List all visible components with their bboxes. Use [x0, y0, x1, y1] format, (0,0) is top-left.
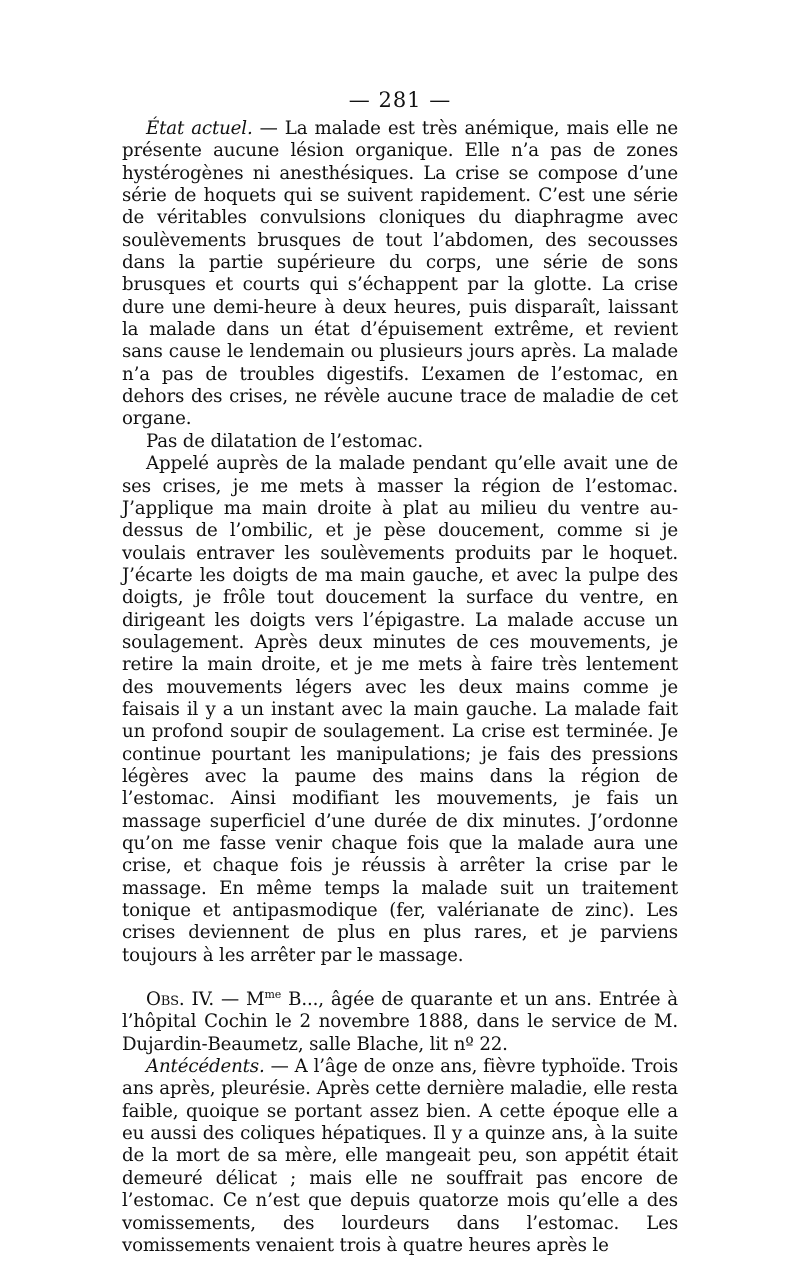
observation-superscript: me: [264, 988, 282, 1001]
paragraph-etat-actuel: [122, 118, 678, 431]
paragraph-antecedents: [122, 1056, 678, 1257]
paragraph-observation-iv: [122, 989, 678, 1056]
paragraph-etat-actuel-text: — La malade est très anémique, mais elle ne présente aucune lésion organique. Elle n’a pas de zones hystérogènes ni anesthésiques. La crise se compose d’une série de hoquets qui se suivent rapidement. C’est une série de véritables convulsions cloniques du diaphragme avec soulèvements brusques de tout l’abdomen, des secousses dans la partie supérieure du corps, une série de sons brusques et courts qui s’échappent par la glotte. La crise dure une demi-heure à deux heures, puis disparaît, laissant la malade dans un état d’épuisement extrême, et revient sans cause le lendemain ou plusieurs jours après. La malade n’a pas de troubles digestifs. L’examen de l’estomac, en dehors des crises, ne révèle aucune trace de maladie de cet organe.: [122, 118, 678, 430]
paragraph-gap: [122, 967, 678, 989]
observation-text: B..., âgée de quarante et un ans. Entrée à l’hôpital Cochin le 2 novembre 1888, dans le service de M. Dujardin-Beaumetz, salle Blache, lit nº 22.: [122, 989, 678, 1055]
paragraph-massage: Appelé auprès de la malade pendant qu’elle avait une de ses crises, je me mets à masser la région de l’estomac. J’applique ma main droite à plat au milieu du ventre au-dessus de l’ombilic, et je pèse doucement, comme si je voulais entraver les soulèvements produits par le hoquet. J’écarte les doigts de ma main gauche, et avec la pulpe des doigts, je frôle tout doucement la surface du ventre, en dirigeant les doigts vers l’épigastre. La malade accuse un soulagement. Après deux minutes de ces mouvements, je retire la main droite, et je me mets à faire très lentement des mouvements légers avec les deux mains comme je faisais il y a un instant avec la main gauche. La malade fait un profond soupir de soulagement. La crise est terminée. Je continue pourtant les manipulations; je fais des pressions légères avec la paume des mains dans la région de l’estomac. Ainsi modifiant les mouvements, je fais un massage superficiel d’une durée de dix minutes. J’ordonne qu’on me fasse venir chaque fois que la malade aura une crise, et chaque fois je réussis à arrêter la crise par le massage. En même temps la malade suit un traitement tonique et antipasmodique (fer, valérianate de zinc). Les crises deviennent de plus en plus rares, et je parviens toujours à les arrêter par le massage.: [122, 453, 678, 966]
paragraph-dilatation: Pas de dilatation de l’estomac.: [146, 430, 423, 452]
section-heading-antecedents: Antécédents.: [146, 1056, 265, 1078]
observation-label: Obs. IV.: [146, 989, 215, 1011]
book-page: [122, 86, 678, 1257]
page-number: — 281 —: [348, 88, 452, 112]
section-heading-etat-actuel: État actuel.: [146, 118, 253, 139]
observation-dash: — M: [214, 989, 265, 1011]
paragraph-antecedents-text: — A l’âge de onze ans, fièvre typhoïde. Trois ans après, pleurésie. Après cette dernière maladie, elle resta faible, quoique se portant assez bien. A cette époque elle a eu aussi des coliques hépatiques. Il y a quinze ans, à la suite de la mort de sa mère, elle mangeait peu, son appétit était demeuré délicat ; mais elle ne souffrait pas encore de l’estomac. Ce n’est que depuis quatorze mois qu’elle a des vomissements, des lourdeurs dans l’estomac. Les vomissements venaient trois à quatre heures après le: [122, 1056, 678, 1256]
